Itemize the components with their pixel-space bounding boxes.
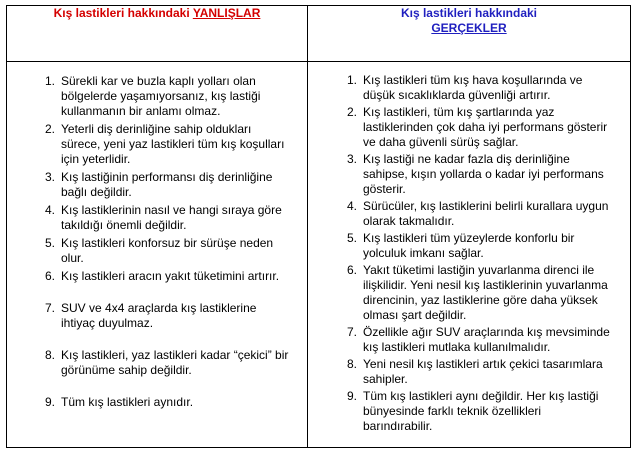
myth-item-text: Kış lastikleri aracın yakıt tüketimini artırır. <box>61 269 280 283</box>
myth-item-text: Tüm kış lastikleri aynıdır. <box>61 395 194 409</box>
fact-item-text: Kış lastikleri tüm yüzeylerde konforlu bir yolculuk imkanı sağlar. <box>363 231 575 260</box>
fact-item <box>339 357 612 387</box>
myth-item-text: Kış lastiğinin performansı diş derinliğine bağlı değildir. <box>61 170 273 199</box>
fact-item-text: Özellikle ağır SUV araçlarında kış mevsiminde kış lastikleri mutlaka kullanılmalıdır. <box>363 325 610 354</box>
myth-item-text: Kış lastikleri, yaz lastikleri kadar “çekici” bir görünüme sahip değildir. <box>61 348 289 377</box>
fact-item-number: 4. <box>346 199 357 213</box>
fact-item <box>339 263 612 323</box>
myth-item-number: 2. <box>44 122 55 136</box>
facts-heading-emphasis: GERÇEKLER <box>431 21 507 35</box>
myth-item <box>37 269 291 284</box>
fact-item <box>339 152 612 197</box>
fact-item <box>339 231 612 261</box>
myths-heading-emphasis: YANLIŞLAR <box>192 6 261 20</box>
myth-item <box>37 348 291 378</box>
fact-item-number: 8. <box>346 357 357 371</box>
fact-item-number: 3. <box>346 152 357 166</box>
fact-item <box>339 389 612 434</box>
myth-item-number: 5. <box>44 236 55 250</box>
myths-facts-table <box>6 5 631 448</box>
myth-item-number: 7. <box>44 301 55 315</box>
fact-item-text: Kış lastikleri tüm kış hava koşullarında ve düşük sıcaklıklarda güvenliği artırır. <box>363 73 583 102</box>
fact-item <box>339 325 612 355</box>
facts-heading-line1: Kış lastikleri hakkındaki <box>400 6 538 20</box>
myth-item-number: 1. <box>44 74 55 88</box>
myth-item <box>37 74 291 119</box>
fact-item-text: Sürücüler, kış lastiklerini belirli kurallara uygun olarak takmalıdır. <box>363 199 609 228</box>
fact-item-text: Kış lastikleri, tüm kış şartlarında yaz lastiklerinden çok daha iyi performans gösterir ve daha güvenli sürüş sağlar. <box>363 105 608 149</box>
body-row <box>7 62 631 448</box>
facts-list <box>308 62 630 434</box>
fact-item <box>339 105 612 150</box>
myth-item-text: Yeterli diş derinliğine sahip oldukları sürece, yeni yaz lastikleri tüm kış koşulları için yeterlidir. <box>61 122 285 166</box>
fact-item-number: 2. <box>346 105 357 119</box>
fact-item-text: Tüm kış lastikleri aynı değildir. Her kış lastiği bünyesinde farklı teknik özellikleri barındırabilir. <box>363 389 599 433</box>
facts-heading <box>308 6 631 62</box>
myth-item <box>37 203 291 233</box>
myth-item-number: 4. <box>44 203 55 217</box>
fact-item <box>339 73 612 103</box>
myths-cell <box>7 62 308 448</box>
myth-item <box>37 301 291 331</box>
myth-item-text: Kış lastiklerinin nasıl ve hangi sıraya göre takıldığı önemli değildir. <box>61 203 282 232</box>
fact-item-text: Yeni nesil kış lastikleri artık çekici tasarımlara sahipler. <box>363 357 603 386</box>
myth-item <box>37 122 291 167</box>
fact-item-number: 5. <box>346 231 357 245</box>
myth-item-number: 3. <box>44 170 55 184</box>
fact-item-number: 6. <box>346 263 357 277</box>
myth-item-number: 9. <box>44 395 55 409</box>
myth-item-text: SUV ve 4x4 araçlarda kış lastiklerine ihtiyaç duyulmaz. <box>61 301 257 330</box>
fact-item-number: 1. <box>346 73 357 87</box>
fact-item-text: Yakıt tüketimi lastiğin yuvarlanma direnci ile ilişkilidir. Yeni nesil kış lastiklerinin yuvarlanma direncinin, yaz lastiklerine göre daha yüksek olması şart değildir. <box>363 263 608 322</box>
fact-item-text: Kış lastiği ne kadar fazla diş derinliğine sahipse, kışın yollarda o kadar iyi performans gösterir. <box>363 152 604 196</box>
fact-item-number: 9. <box>346 389 357 403</box>
fact-item-number: 7. <box>346 325 357 339</box>
myth-item <box>37 170 291 200</box>
myths-heading <box>7 6 308 62</box>
myth-item-text: Sürekli kar ve buzla kaplı yolları olan bölgelerde yaşamıyorsanız, kış lastiği kullanmanın bir anlamı olmaz. <box>61 74 261 118</box>
myths-heading-prefix: Kış lastikleri hakkındaki <box>53 6 190 20</box>
header-row <box>7 6 631 62</box>
myth-item-text: Kış lastikleri konforsuz bir sürüşe neden olur. <box>61 236 274 265</box>
facts-cell <box>308 62 631 448</box>
myth-item-number: 6. <box>44 269 55 283</box>
fact-item <box>339 199 612 229</box>
myth-item-number: 8. <box>44 348 55 362</box>
myth-item <box>37 236 291 266</box>
myths-list <box>7 62 307 410</box>
myth-item <box>37 395 291 410</box>
